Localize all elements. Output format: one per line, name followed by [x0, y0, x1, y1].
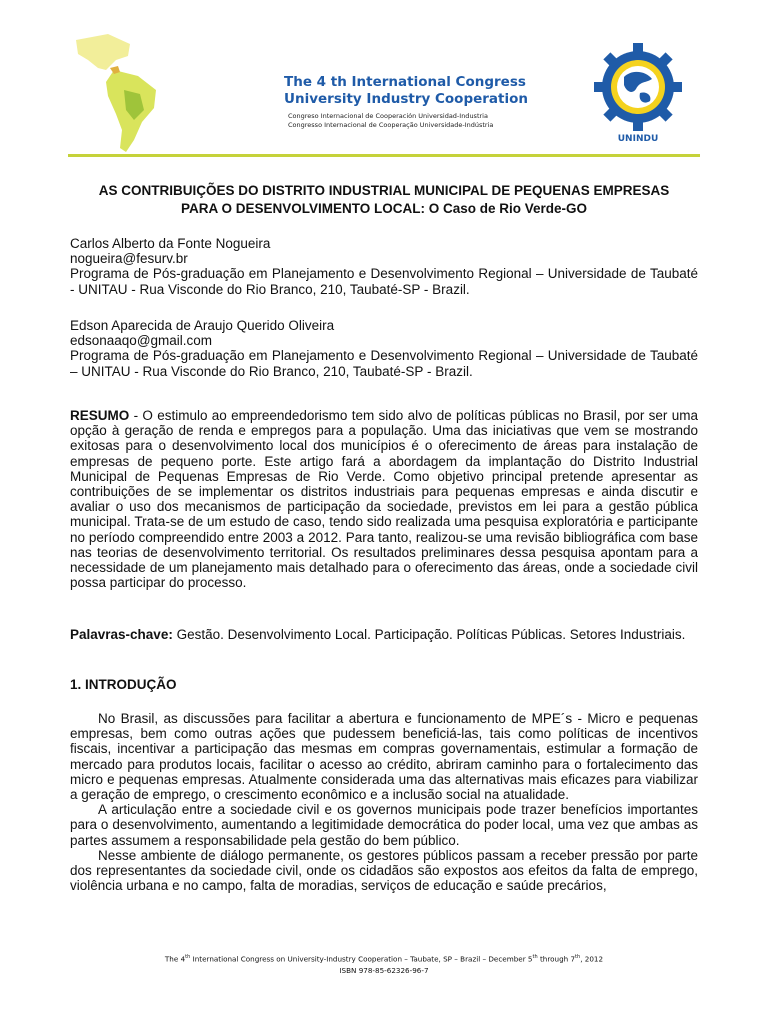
page-footer [70, 951, 698, 977]
unindu-gear-globe-logo-icon [588, 36, 688, 146]
congress-title [284, 74, 624, 108]
introduction-body [70, 711, 698, 893]
author-name: Carlos Alberto da Fonte Nogueira [70, 236, 271, 251]
author-block-2 [70, 318, 698, 379]
congress-subtitle [288, 112, 608, 130]
paper-title-line1: AS CONTRIBUIÇÕES DO DISTRITO INDUSTRIAL MUNICIPAL DE PEQUENAS EMPRESAS [98, 183, 670, 198]
keywords-text: Gestão. Desenvolvimento Local. Participação. Políticas Públicas. Setores Industriais. [172, 627, 686, 642]
author-block-1 [70, 236, 698, 297]
latin-america-map-icon [68, 30, 178, 154]
congress-subtitle-line2: Congresso Internacional de Cooperação Universidade-Indústria [288, 121, 494, 129]
footer-text: The 4 [164, 954, 186, 964]
footer-text: through 7 [537, 954, 576, 964]
footer-sup: th [185, 954, 191, 960]
footer-conference-line [70, 951, 698, 965]
congress-title-line2: University Industry Cooperation [284, 91, 528, 107]
author-email: edsonaaqo@gmail.com [70, 333, 213, 349]
footer-isbn: ISBN 978-85-62326-96-7 [339, 966, 429, 976]
author-affiliation: Programa de Pós-graduação em Planejamento e Desenvolvimento Regional – Universidade de Taubaté – UNITAU - Rua Visconde do Rio Branco, 210, Taubaté-SP - Brazil. [70, 348, 698, 379]
footer-sup: th [575, 954, 581, 960]
author-email: nogueira@fesurv.br [70, 251, 188, 267]
footer-text: , 2012 [580, 954, 604, 964]
footer-text: International Congress on University-Industry Cooperation – Taubate, SP – Brazil – December 5 [190, 954, 533, 964]
author-affiliation: Programa de Pós-graduação em Planejamento e Desenvolvimento Regional – Universidade de Taubaté - UNITAU - Rua Visconde do Rio Branco, 210, Taubaté-SP - Brazil. [70, 266, 698, 297]
abstract-label: RESUMO [70, 408, 130, 423]
paragraph: No Brasil, as discussões para facilitar a abertura e funcionamento de MPE´s - Micro e pequenas empresas, bem como outras ações que pudessem beneficiá-las, tais como políticas de incentivos fiscais, incentivar a participação das mesmas em compras governamentais, estimular a formação de mercado para produtos locais, facilitar o acesso ao crédito, abriram caminho para o fortalecimento das micro e pequenas empresas. Atualmente considerada uma das alternativas mais eficazes para viabilizar a geração de emprego, o crescimento econômico e a inclusão social na atualidade. [70, 711, 698, 803]
section-heading-introduction: 1. INTRODUÇÃO [70, 677, 177, 692]
abstract [70, 408, 698, 590]
keywords-label: Palavras-chave: [70, 627, 173, 642]
paragraph: A articulação entre a sociedade civil e os governos municipais pode trazer benefícios importantes para o desenvolvimento, aumentando a legitimidade democrática do poder local, uma vez que ambas as partes assumem a responsabilidade pela gestão do bem público. [70, 802, 698, 848]
keywords [70, 627, 698, 642]
paragraph: Nesse ambiente de diálogo permanente, os gestores públicos passam a receber pressão por parte dos representantes da sociedade civil, onde os cidadãos são expostos aos efeitos da falta de emprego, violência urbana e no campo, falta de moradias, serviços de educação e saúde precários, [70, 847, 698, 894]
author-name: Edson Aparecida de Araujo Querido Oliveira [70, 318, 335, 333]
congress-title-line1: The 4 th International Congress [284, 74, 526, 90]
paper-title-line2: PARA O DESENVOLVIMENTO LOCAL: O Caso de Rio Verde-GO [180, 201, 588, 216]
unindu-logo-text: UNINDU [617, 134, 659, 144]
conference-banner [68, 30, 700, 157]
footer-sup: th [532, 954, 538, 960]
abstract-text: - O estimulo ao empreendedorismo tem sido alvo de políticas públicas no Brasil, por ser uma opção à geração de renda e empregos para a população. Uma das iniciativas que vem se mostrando exitosas para o desenvolvimento local dos municípios é o oferecimento de áreas para instalação de empresas de pequeno porte. Este artigo fará a abordagem da implantação do Distrito Industrial Municipal de Pequenas Empresas de Rio Verde. Como objetivo principal pretende apresentar as contribuições de se implementar os distritos industriais para pequenas empresas e ainda discutir e avaliar o uso dos mecanismos de participação da sociedade, previstos em lei para a gestão pública municipal. Trata-se de um estudo de caso, tendo sido realizada uma pesquisa exploratória e participante no período compreendido entre 2003 a 2012. Para tanto, realizou-se uma revisão bibliográfica com base nas teorias de desenvolvimento territorial. Os resultados preliminares dessa pesquisa apontam para a necessidade de um planejamento mais detalhado para o oferecimento das áreas, onde a sociedade civil possa participar do processo. [70, 408, 698, 591]
congress-subtitle-line1: Congreso Internacional de Cooperación Universidad-Industria [288, 112, 488, 120]
paper-title [70, 182, 698, 218]
